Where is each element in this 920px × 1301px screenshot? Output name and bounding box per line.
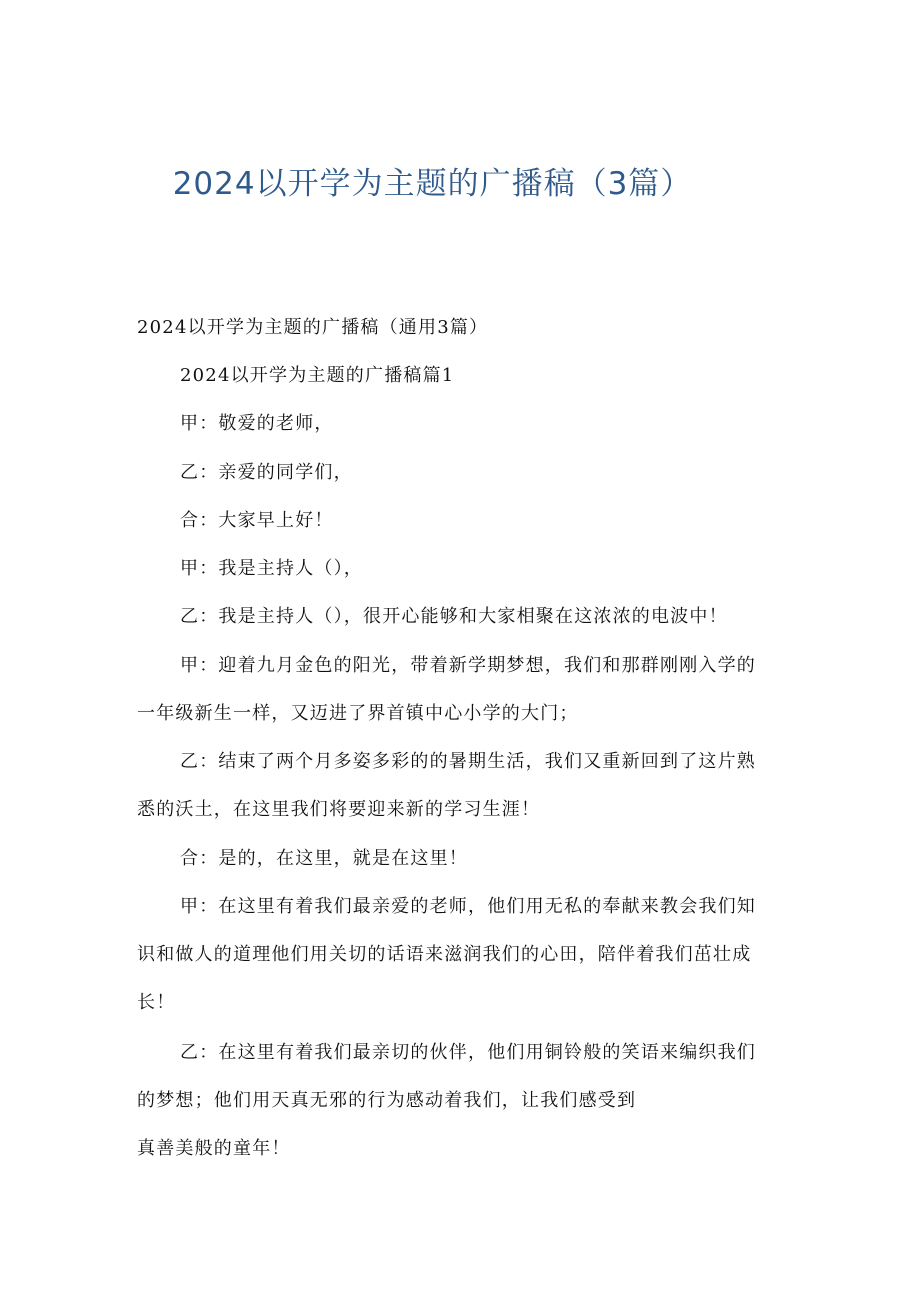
- paragraph-line: 甲：在这里有着我们最亲爱的老师，他们用无私的奉献来教会我们知: [180, 896, 756, 917]
- document-subtitle: 2024以开学为主题的广播稿（通用3篇）: [137, 317, 489, 338]
- paragraph-line: 的梦想；他们用天真无邪的行为感动着我们，让我们感受到: [137, 1090, 637, 1111]
- paragraph-line: 悉的沃土，在这里我们将要迎来新的学习生涯！: [137, 799, 541, 820]
- paragraph-line: 乙：结束了两个月多姿多彩的的暑期生活，我们又重新回到了这片熟: [180, 751, 756, 772]
- paragraph-line: 甲：敬爱的老师，: [180, 413, 334, 434]
- paragraph-line: 乙：在这里有着我们最亲切的伙伴，他们用铜铃般的笑语来编织我们: [180, 1042, 756, 1063]
- paragraph-line: 一年级新生一样，又迈进了界首镇中心小学的大门；: [137, 703, 579, 724]
- paragraph-line: 甲：我是主持人（），: [180, 558, 363, 579]
- paragraph-line: 真善美般的童年！: [137, 1138, 291, 1159]
- paragraph-line: 甲：迎着九月金色的阳光，带着新学期梦想，我们和那群刚刚入学的: [180, 655, 756, 676]
- paragraph-line: 乙：我是主持人（），很开心能够和大家相聚在这浓浓的电波中！: [180, 606, 728, 627]
- paragraph-line: 合：大家早上好！: [180, 510, 334, 531]
- document-title: 2024以开学为主题的广播稿（3篇）: [172, 166, 693, 202]
- paragraph-line: 乙：亲爱的同学们，: [180, 462, 353, 483]
- paragraph-line: 识和做人的道理他们用关切的话语来滋润我们的心田，陪伴着我们茁壮成: [137, 944, 752, 965]
- paragraph-line: 合：是的，在这里，就是在这里！: [180, 848, 468, 869]
- paragraph-line: 长！: [137, 992, 176, 1013]
- section-heading: 2024以开学为主题的广播稿篇1: [180, 365, 455, 386]
